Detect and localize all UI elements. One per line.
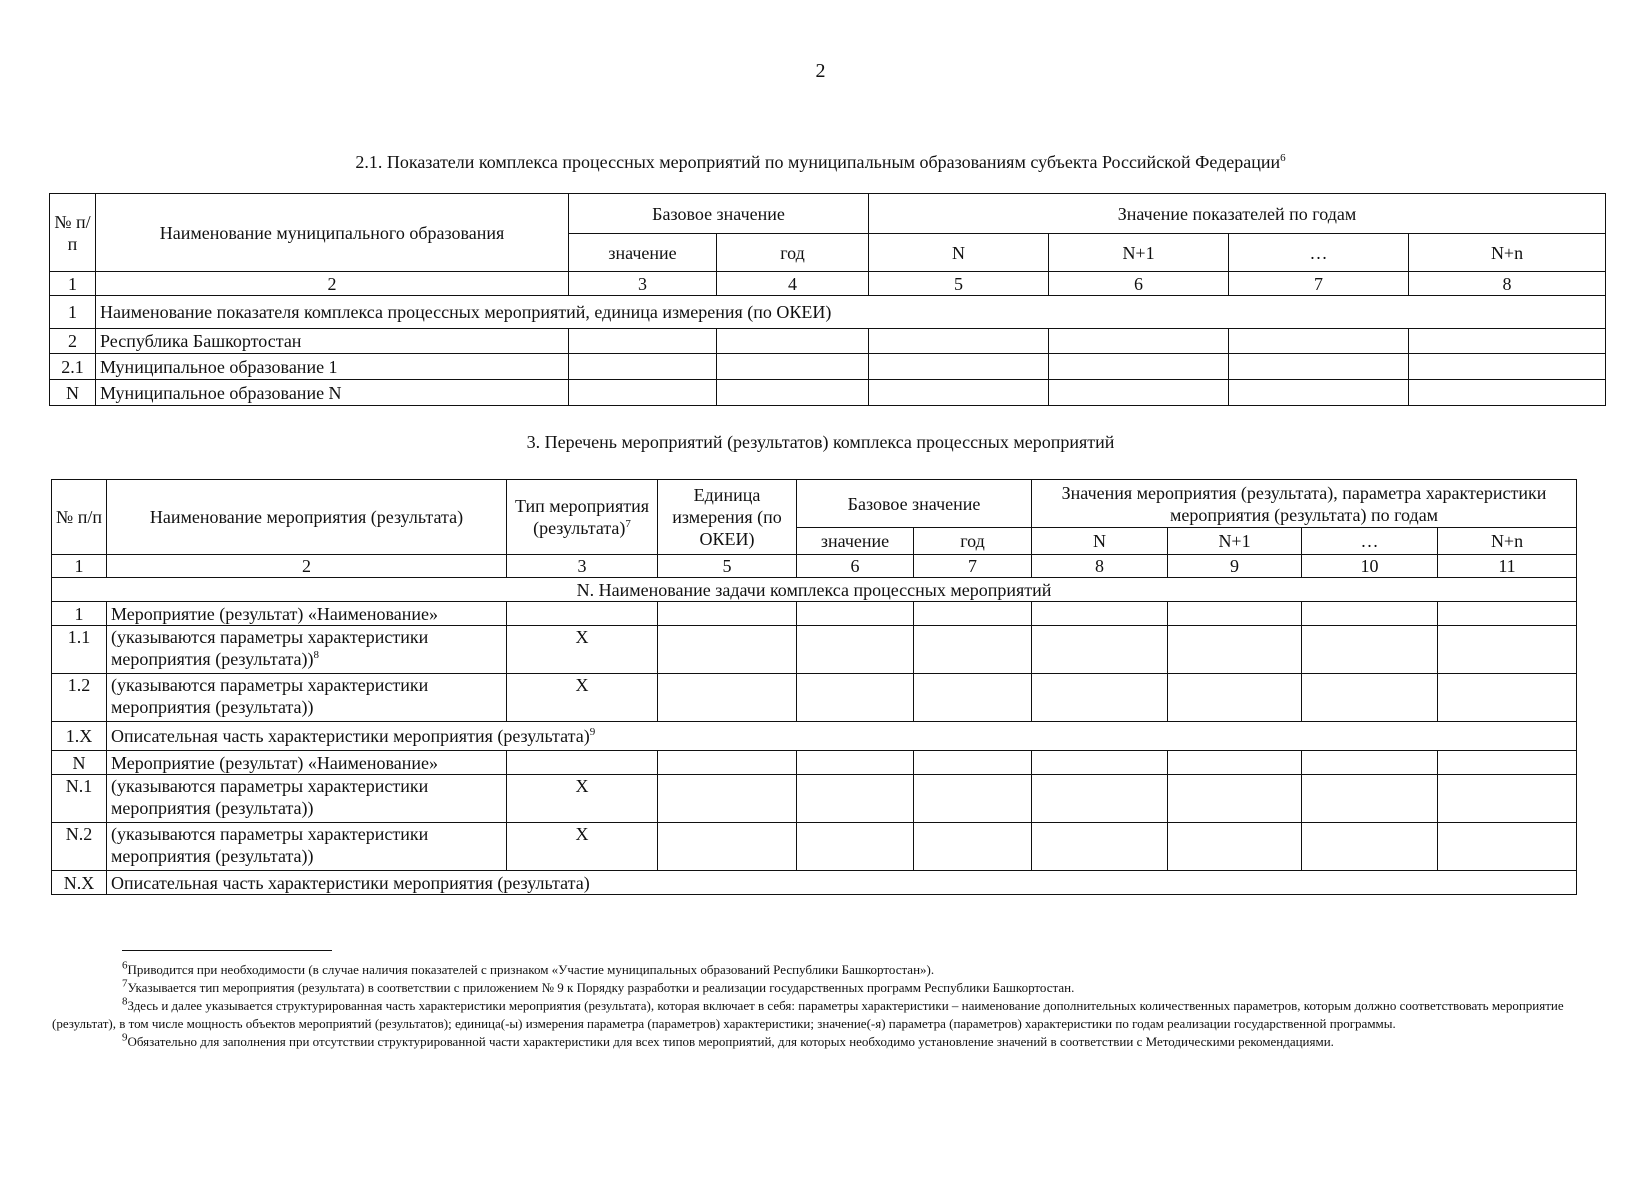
row-type <box>507 602 658 626</box>
cell <box>1168 775 1302 823</box>
row-num: N <box>50 380 96 406</box>
row-name-cell <box>107 626 507 674</box>
cell <box>797 674 914 722</box>
column-number: 8 <box>1409 272 1606 296</box>
section-title-events: 3. Перечень мероприятий (результатов) комплекса процессных мероприятий <box>526 432 1115 452</box>
row-type: X <box>507 775 658 823</box>
table-row <box>52 722 1577 751</box>
header-values-by-year: Значение показателей по годам <box>869 194 1606 234</box>
row-name: (указываются параметры характеристики мероприятия (результата)) <box>107 823 507 871</box>
cell <box>869 380 1049 406</box>
cell <box>569 329 717 354</box>
row-num: 1.X <box>52 722 107 751</box>
header-base-value-year: год <box>914 528 1032 555</box>
events-table <box>51 479 1577 895</box>
column-numbers-row <box>50 272 1606 296</box>
footnote-text: Обязательно для заполнения при отсутствии структурированной части характеристики для всех типов мероприятий, для которых необходимо установление значений в соответствии с Методическими рекомендациями. <box>127 1034 1334 1049</box>
row-num: 1.1 <box>52 626 107 674</box>
cell <box>1032 626 1168 674</box>
footnote-number: 7 <box>122 977 128 990</box>
cell <box>1032 775 1168 823</box>
row-type: X <box>507 823 658 871</box>
row-num: N.2 <box>52 823 107 871</box>
table-row <box>52 823 1577 871</box>
column-number: 5 <box>869 272 1049 296</box>
cell <box>797 823 914 871</box>
row-name: Наименование показателя комплекса процессных мероприятий, единица измерения (по ОКЕИ) <box>96 296 1606 329</box>
row-name: Муниципальное образование N <box>96 380 569 406</box>
header-municipality-name: Наименование муниципального образования <box>96 194 569 272</box>
footnote <box>52 1033 1592 1051</box>
cell <box>1049 354 1229 380</box>
cell <box>1409 354 1606 380</box>
cell <box>1438 751 1577 775</box>
cell <box>1438 626 1577 674</box>
column-number: 9 <box>1168 555 1302 578</box>
column-number: 4 <box>717 272 869 296</box>
header-base-value-value: значение <box>569 234 717 272</box>
column-number: 6 <box>797 555 914 578</box>
cell <box>1168 823 1302 871</box>
cell <box>1032 674 1168 722</box>
cell <box>1229 380 1409 406</box>
cell <box>1438 775 1577 823</box>
footnote-number: 9 <box>122 1031 128 1044</box>
header-values-by-year: Значения мероприятия (результата), параметра характеристики мероприятия (результата) по годам <box>1032 480 1577 528</box>
cell <box>1168 674 1302 722</box>
footnote-ref: 8 <box>313 649 320 661</box>
cell <box>869 354 1049 380</box>
row-name: Мероприятие (результат) «Наименование» <box>107 751 507 775</box>
cell <box>717 380 869 406</box>
cell <box>1302 823 1438 871</box>
cell <box>1032 602 1168 626</box>
row-type: X <box>507 674 658 722</box>
task-row <box>52 578 1577 602</box>
footnote-divider <box>122 950 332 951</box>
column-numbers-row <box>52 555 1577 578</box>
footnote <box>52 997 1592 1033</box>
header-num: № п/п <box>50 194 96 272</box>
footnote-ref: 9 <box>589 726 596 738</box>
table-row <box>52 871 1577 895</box>
column-number: 10 <box>1302 555 1438 578</box>
header-year-nn: N+n <box>1438 528 1577 555</box>
footnote-text: Здесь и далее указывается структурированная часть характеристики мероприятия (результата), которая включает в себя: параметры характеристики – наименование дополнительных количественных параметров, которым должно соответствовать мероприятие (результат), в том числе мощность объектов мероприятий (результатов); единица(-ы) измерения параметра (параметров) характеристики; значение(-я) параметра (параметров) характеристики по годам реализации государственной программы. <box>52 998 1564 1031</box>
section-title-indicators <box>0 152 1641 173</box>
cell <box>658 751 797 775</box>
cell <box>1049 380 1229 406</box>
row-num: 2.1 <box>50 354 96 380</box>
column-number: 11 <box>1438 555 1577 578</box>
cell <box>717 329 869 354</box>
footnote-text: Приводится при необходимости (в случае наличия показателей с признаком «Участие муниципальных образований Республики Башкортостан»). <box>127 962 935 977</box>
row-name: Описательная часть характеристики мероприятия (результата) <box>111 726 590 746</box>
row-name: (указываются параметры характеристики мероприятия (результата)) <box>107 775 507 823</box>
footnote <box>52 979 1592 997</box>
header-year-n: N <box>1032 528 1168 555</box>
header-base-value-year: год <box>717 234 869 272</box>
cell <box>797 751 914 775</box>
table-row <box>52 674 1577 722</box>
row-name: Мероприятие (результат) «Наименование» <box>107 602 507 626</box>
column-number: 3 <box>569 272 717 296</box>
column-number: 2 <box>107 555 507 578</box>
row-type <box>507 751 658 775</box>
table-row <box>52 775 1577 823</box>
header-base-value: Базовое значение <box>797 480 1032 528</box>
cell <box>1302 602 1438 626</box>
header-unit: Единица измерения (по ОКЕИ) <box>658 480 797 555</box>
cell <box>1229 329 1409 354</box>
cell <box>797 626 914 674</box>
footnote-ref: 7 <box>625 518 631 530</box>
cell <box>914 751 1032 775</box>
cell <box>914 775 1032 823</box>
cell <box>914 823 1032 871</box>
cell <box>658 626 797 674</box>
table-row <box>52 751 1577 775</box>
table-row <box>50 329 1606 354</box>
column-number: 6 <box>1049 272 1229 296</box>
cell <box>1229 354 1409 380</box>
indicators-table <box>49 193 1606 406</box>
task-name: N. Наименование задачи комплекса процессных мероприятий <box>52 578 1577 602</box>
header-num: № п/п <box>52 480 107 555</box>
column-number: 8 <box>1032 555 1168 578</box>
cell <box>869 329 1049 354</box>
table-row <box>50 296 1606 329</box>
column-number: 7 <box>1229 272 1409 296</box>
cell <box>658 602 797 626</box>
cell <box>1302 674 1438 722</box>
cell <box>1438 602 1577 626</box>
header-year-ellipsis: … <box>1302 528 1438 555</box>
cell <box>717 354 869 380</box>
cell <box>1438 674 1577 722</box>
row-name-cell <box>107 722 1577 751</box>
cell <box>1409 380 1606 406</box>
cell <box>658 674 797 722</box>
table-row <box>52 626 1577 674</box>
page-number: 2 <box>815 60 826 82</box>
cell <box>1168 602 1302 626</box>
row-name: Муниципальное образование 1 <box>96 354 569 380</box>
header-year-nn: N+n <box>1409 234 1606 272</box>
cell <box>797 602 914 626</box>
row-name: Республика Башкортостан <box>96 329 569 354</box>
column-number: 1 <box>50 272 96 296</box>
row-num: N.1 <box>52 775 107 823</box>
cell <box>1168 751 1302 775</box>
header-year-n1: N+1 <box>1049 234 1229 272</box>
header-event-type <box>507 480 658 555</box>
column-number: 7 <box>914 555 1032 578</box>
cell <box>914 602 1032 626</box>
cell <box>914 626 1032 674</box>
row-num: 1 <box>50 296 96 329</box>
header-year-ellipsis: … <box>1229 234 1409 272</box>
row-type: X <box>507 626 658 674</box>
row-num: 2 <box>50 329 96 354</box>
column-number: 3 <box>507 555 658 578</box>
footnote-number: 8 <box>122 995 128 1008</box>
column-number: 5 <box>658 555 797 578</box>
cell <box>1032 751 1168 775</box>
column-number: 2 <box>96 272 569 296</box>
cell <box>1032 823 1168 871</box>
row-name: Описательная часть характеристики мероприятия (результата) <box>107 871 1577 895</box>
table-row <box>52 602 1577 626</box>
cell <box>569 380 717 406</box>
header-event-type-text: Тип мероприятия (результата) <box>514 496 649 538</box>
cell <box>1438 823 1577 871</box>
footnotes <box>52 961 1592 1051</box>
header-year-n1: N+1 <box>1168 528 1302 555</box>
row-num: 1 <box>52 602 107 626</box>
cell <box>797 775 914 823</box>
table-row <box>50 380 1606 406</box>
row-num: N.X <box>52 871 107 895</box>
cell <box>658 823 797 871</box>
row-num: 1.2 <box>52 674 107 722</box>
table-row <box>50 354 1606 380</box>
cell <box>1302 751 1438 775</box>
cell <box>1302 626 1438 674</box>
footnote-ref: 6 <box>1280 152 1286 164</box>
cell <box>914 674 1032 722</box>
cell <box>1302 775 1438 823</box>
footnote <box>52 961 1592 979</box>
footnote-number: 6 <box>122 959 128 972</box>
section-title-text: 2.1. Показатели комплекса процессных мероприятий по муниципальным образованиям субъекта Российской Федерации <box>355 152 1281 172</box>
header-base-value: Базовое значение <box>569 194 869 234</box>
cell <box>1049 329 1229 354</box>
cell <box>1168 626 1302 674</box>
cell <box>569 354 717 380</box>
cell <box>1409 329 1606 354</box>
header-event-name: Наименование мероприятия (результата) <box>107 480 507 555</box>
cell <box>658 775 797 823</box>
column-number: 1 <box>52 555 107 578</box>
footnote-text: Указывается тип мероприятия (результата) в соответствии с приложением № 9 к Порядку разработки и реализации государственных программ Республики Башкортостан. <box>127 980 1075 995</box>
header-base-value-value: значение <box>797 528 914 555</box>
row-name: (указываются параметры характеристики мероприятия (результата)) <box>111 627 429 669</box>
header-year-n: N <box>869 234 1049 272</box>
row-num: N <box>52 751 107 775</box>
row-name: (указываются параметры характеристики мероприятия (результата)) <box>107 674 507 722</box>
